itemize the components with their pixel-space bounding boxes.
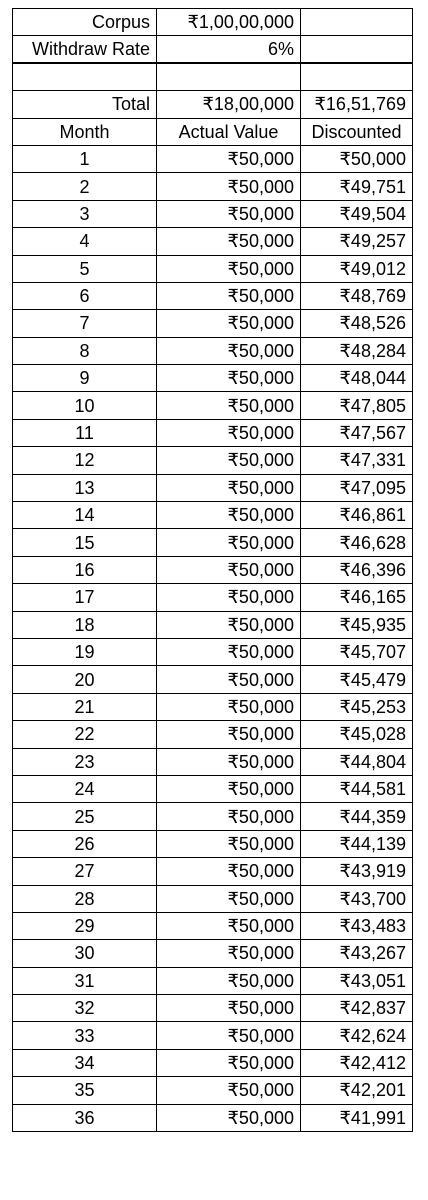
total-discounted-value[interactable]: ₹16,51,769 [301,91,413,118]
discounted-cell[interactable]: ₹42,624 [301,1022,413,1049]
discounted-cell[interactable]: ₹46,396 [301,556,413,583]
actual-value-cell[interactable]: ₹50,000 [157,693,301,720]
actual-value-cell[interactable]: ₹50,000 [157,1022,301,1049]
discounted-cell[interactable]: ₹45,935 [301,611,413,638]
month-cell[interactable]: 19 [13,638,157,665]
month-cell[interactable]: 24 [13,775,157,802]
actual-value-cell[interactable]: ₹50,000 [157,447,301,474]
month-cell[interactable]: 9 [13,365,157,392]
table-row [13,556,413,583]
month-cell[interactable]: 1 [13,145,157,172]
actual-value-cell[interactable]: ₹50,000 [157,995,301,1022]
discounted-cell[interactable]: ₹47,095 [301,474,413,501]
actual-value-cell[interactable]: ₹50,000 [157,748,301,775]
actual-value-cell[interactable]: ₹50,000 [157,885,301,912]
month-cell[interactable]: 7 [13,310,157,337]
discounted-cell[interactable]: ₹44,804 [301,748,413,775]
discounted-cell[interactable]: ₹49,012 [301,255,413,282]
actual-value-cell[interactable]: ₹50,000 [157,830,301,857]
month-cell[interactable]: 14 [13,502,157,529]
month-cell[interactable]: 20 [13,666,157,693]
month-cell[interactable]: 11 [13,419,157,446]
month-cell[interactable]: 6 [13,282,157,309]
empty-cell[interactable] [13,63,157,90]
month-cell[interactable]: 16 [13,556,157,583]
withdrawal-spreadsheet [12,8,413,1132]
actual-value-cell[interactable]: ₹50,000 [157,1049,301,1076]
table-row [13,419,413,446]
table-row [13,666,413,693]
month-cell[interactable]: 12 [13,447,157,474]
discounted-cell[interactable]: ₹44,359 [301,803,413,830]
actual-value-cell[interactable]: ₹50,000 [157,310,301,337]
month-cell[interactable]: 36 [13,1104,157,1131]
month-cell[interactable]: 15 [13,529,157,556]
month-cell[interactable]: 28 [13,885,157,912]
header-row [13,118,413,145]
table-row [13,995,413,1022]
discounted-cell[interactable]: ₹49,257 [301,228,413,255]
blank-row [13,63,413,90]
discounted-cell[interactable]: ₹42,837 [301,995,413,1022]
month-cell[interactable]: 29 [13,912,157,939]
discounted-cell[interactable]: ₹42,201 [301,1077,413,1104]
actual-value-cell[interactable]: ₹50,000 [157,392,301,419]
actual-value-cell[interactable]: ₹50,000 [157,638,301,665]
actual-value-cell[interactable]: ₹50,000 [157,228,301,255]
actual-value-cell[interactable]: ₹50,000 [157,666,301,693]
month-cell[interactable]: 10 [13,392,157,419]
discounted-cell[interactable]: ₹46,165 [301,584,413,611]
discounted-header[interactable]: Discounted [301,118,413,145]
actual-value-cell[interactable]: ₹50,000 [157,145,301,172]
table-row [13,885,413,912]
table-row [13,502,413,529]
actual-value-cell[interactable]: ₹50,000 [157,611,301,638]
table-row [13,200,413,227]
discounted-cell[interactable]: ₹47,567 [301,419,413,446]
empty-cell[interactable] [301,9,413,36]
month-cell[interactable]: 21 [13,693,157,720]
month-cell[interactable]: 34 [13,1049,157,1076]
actual-value-cell[interactable]: ₹50,000 [157,775,301,802]
table-row [13,392,413,419]
month-cell[interactable]: 35 [13,1077,157,1104]
month-cell[interactable]: 2 [13,173,157,200]
discounted-cell[interactable]: ₹48,769 [301,282,413,309]
table-row [13,638,413,665]
month-cell[interactable]: 30 [13,940,157,967]
table-row [13,584,413,611]
discounted-cell[interactable]: ₹46,628 [301,529,413,556]
actual-value-cell[interactable]: ₹50,000 [157,940,301,967]
table-row [13,940,413,967]
discounted-cell[interactable]: ₹43,919 [301,858,413,885]
actual-value-cell[interactable]: ₹50,000 [157,173,301,200]
total-row [13,91,413,118]
total-actual-value[interactable]: ₹18,00,000 [157,91,301,118]
month-cell[interactable]: 27 [13,858,157,885]
corpus-value[interactable]: ₹1,00,00,000 [157,9,301,36]
discounted-cell[interactable]: ₹49,751 [301,173,413,200]
table-row [13,1049,413,1076]
discounted-cell[interactable]: ₹48,044 [301,365,413,392]
month-cell[interactable]: 33 [13,1022,157,1049]
empty-cell[interactable] [157,63,301,90]
discounted-cell[interactable]: ₹43,700 [301,885,413,912]
table-row [13,611,413,638]
month-cell[interactable]: 18 [13,611,157,638]
actual-value-header[interactable]: Actual Value [157,118,301,145]
discounted-cell[interactable]: ₹45,028 [301,721,413,748]
actual-value-cell[interactable]: ₹50,000 [157,556,301,583]
corpus-row [13,9,413,36]
actual-value-cell[interactable]: ₹50,000 [157,255,301,282]
discounted-cell[interactable]: ₹47,805 [301,392,413,419]
actual-value-cell[interactable]: ₹50,000 [157,912,301,939]
month-cell[interactable]: 25 [13,803,157,830]
actual-value-cell[interactable]: ₹50,000 [157,502,301,529]
table-row [13,1077,413,1104]
table-row [13,447,413,474]
table-row [13,529,413,556]
month-cell[interactable]: 17 [13,584,157,611]
actual-value-cell[interactable]: ₹50,000 [157,337,301,364]
table-row [13,693,413,720]
table-row [13,173,413,200]
discounted-cell[interactable]: ₹44,139 [301,830,413,857]
discounted-cell[interactable]: ₹45,253 [301,693,413,720]
discounted-cell[interactable]: ₹46,861 [301,502,413,529]
month-cell[interactable]: 4 [13,228,157,255]
withdraw-rate-label[interactable]: Withdraw Rate [13,36,157,63]
month-cell[interactable]: 23 [13,748,157,775]
month-cell[interactable]: 8 [13,337,157,364]
spreadsheet-body [13,9,413,1132]
empty-cell[interactable] [301,63,413,90]
discounted-cell[interactable]: ₹44,581 [301,775,413,802]
table-row [13,255,413,282]
actual-value-cell[interactable]: ₹50,000 [157,803,301,830]
table-row [13,967,413,994]
withdraw-rate-row [13,36,413,63]
actual-value-cell[interactable]: ₹50,000 [157,967,301,994]
table-row [13,803,413,830]
discounted-cell[interactable]: ₹43,267 [301,940,413,967]
actual-value-cell[interactable]: ₹50,000 [157,200,301,227]
table-row [13,748,413,775]
discounted-cell[interactable]: ₹47,331 [301,447,413,474]
actual-value-cell[interactable]: ₹50,000 [157,419,301,446]
table-row [13,228,413,255]
actual-value-cell[interactable]: ₹50,000 [157,584,301,611]
discounted-cell[interactable]: ₹43,051 [301,967,413,994]
corpus-label[interactable]: Corpus [13,9,157,36]
discounted-cell[interactable]: ₹48,526 [301,310,413,337]
discounted-cell[interactable]: ₹48,284 [301,337,413,364]
actual-value-cell[interactable]: ₹50,000 [157,365,301,392]
actual-value-cell[interactable]: ₹50,000 [157,858,301,885]
month-cell[interactable]: 31 [13,967,157,994]
actual-value-cell[interactable]: ₹50,000 [157,1104,301,1131]
table-row [13,830,413,857]
actual-value-cell[interactable]: ₹50,000 [157,721,301,748]
table-row [13,474,413,501]
discounted-cell[interactable]: ₹50,000 [301,145,413,172]
month-header[interactable]: Month [13,118,157,145]
month-cell[interactable]: 26 [13,830,157,857]
table-row [13,775,413,802]
month-cell[interactable]: 3 [13,200,157,227]
discounted-cell[interactable]: ₹41,991 [301,1104,413,1131]
actual-value-cell[interactable]: ₹50,000 [157,474,301,501]
table-row [13,282,413,309]
table-row [13,1022,413,1049]
actual-value-cell[interactable]: ₹50,000 [157,529,301,556]
table-row [13,337,413,364]
month-cell[interactable]: 13 [13,474,157,501]
table-row [13,721,413,748]
table-row [13,858,413,885]
table-row [13,912,413,939]
table-row [13,310,413,337]
withdraw-rate-value[interactable]: 6% [157,36,301,63]
table-row [13,145,413,172]
total-label[interactable]: Total [13,91,157,118]
month-cell[interactable]: 32 [13,995,157,1022]
empty-cell[interactable] [301,36,413,63]
month-cell[interactable]: 22 [13,721,157,748]
discounted-cell[interactable]: ₹45,707 [301,638,413,665]
discounted-cell[interactable]: ₹49,504 [301,200,413,227]
discounted-cell[interactable]: ₹45,479 [301,666,413,693]
discounted-cell[interactable]: ₹42,412 [301,1049,413,1076]
table-row [13,365,413,392]
table-row [13,1104,413,1131]
actual-value-cell[interactable]: ₹50,000 [157,282,301,309]
actual-value-cell[interactable]: ₹50,000 [157,1077,301,1104]
discounted-cell[interactable]: ₹43,483 [301,912,413,939]
month-cell[interactable]: 5 [13,255,157,282]
